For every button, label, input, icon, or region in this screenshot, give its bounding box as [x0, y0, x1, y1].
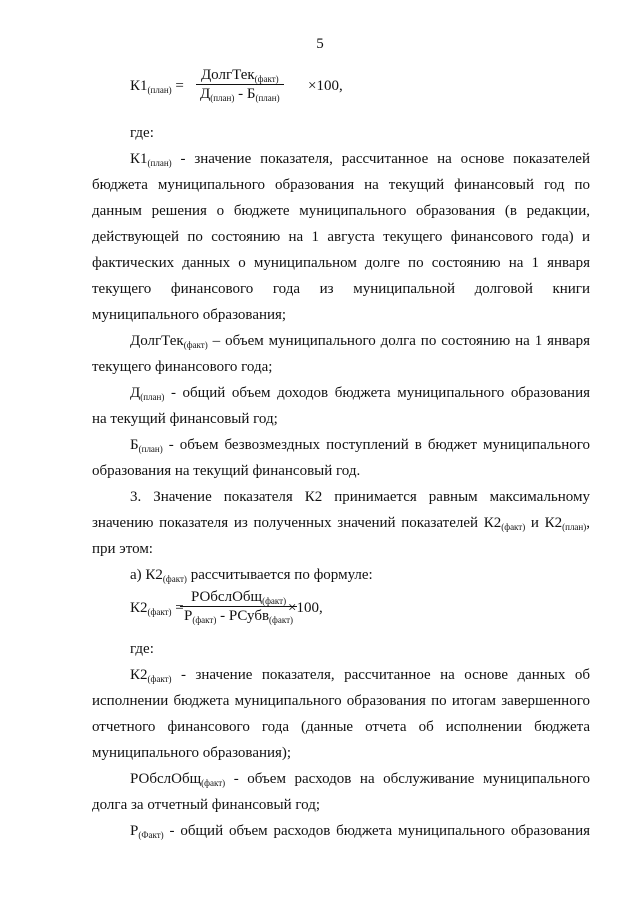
formula-lhs-sub: (план)	[147, 85, 172, 95]
formula2-fraction	[180, 588, 297, 625]
where-label: где:	[130, 125, 154, 141]
k1-def-line-1: $К1_{(план)}$ - значение показателя, рассчитанное на основе показателей	[130, 151, 590, 168]
formula-multiplier: ×100,	[308, 78, 343, 94]
formula-fraction	[196, 66, 284, 103]
k2-def-line-3: отчетного финансового года (данные отчета об исполнении бюджета	[92, 719, 590, 735]
formula-k2-fact	[130, 588, 430, 632]
page-number: 5	[316, 36, 324, 52]
b-def-line-1: $Б_{(план)}$ - объем безвозмездных поступлений в бюджет муниципального	[130, 437, 590, 454]
formula2-lhs-sub: (факт)	[147, 607, 172, 617]
k2-def-line-4: муниципального образования);	[92, 745, 292, 761]
k1-def-line-3: данным решения о бюджете муниципального образования (в редакции,	[92, 203, 590, 219]
k1-def-line-2: бюджета муниципального образования на текущий финансовый год по	[92, 177, 590, 193]
b-def-line-2: образования на текущий финансовый год.	[92, 463, 361, 479]
k1-def-line-7: муниципального образования;	[92, 307, 287, 323]
formula2-numerator: РОбслОбщ$_{(факт)}$	[180, 588, 297, 607]
robsl-def-line-2: долга за отчетный финансовый год;	[92, 797, 321, 813]
formula-eq: =	[171, 78, 184, 94]
d-def-line-2: на текущий финансовый год;	[92, 411, 278, 427]
d-def-line-1: $Д_{(план)}$ - общий объем доходов бюджета муниципального образования	[130, 385, 590, 402]
robsl-def-line-1: РОбслОбщ$_{(факт)}$ - объем расходов на обслуживание муниципального	[130, 771, 590, 788]
k2-def-line-1: $К2_{(факт)}$ - значение показателя, рассчитанное на основе данных об	[130, 667, 590, 684]
formula2-multiplier: ×100,	[288, 600, 323, 616]
dolg-def-line-2: текущего финансового года;	[92, 359, 273, 375]
item3-line-1: 3. Значение показателя К2 принимается равным максимальному	[130, 489, 590, 505]
r-def-line-1: $Р_{(Факт)}$ - общий объем расходов бюджета муниципального образования	[130, 823, 590, 840]
item3-line-2: значению показателя из полученных значений показателей $К2_{(факт)}$ и $К2_{(план)}$,	[92, 515, 590, 532]
formula-lhs: К1	[130, 78, 148, 94]
formula2-denominator: $Р_{(факт)}$ - РСубв$_{(факт)}$	[184, 608, 294, 625]
formula-denominator: $Д_{(план)} - Б_{(план)}$	[200, 86, 280, 103]
k1-def-line-5: фактических данных о муниципальном долге по состоянию на 1 января	[92, 255, 590, 271]
item3-line-3: при этом:	[92, 541, 153, 557]
formula2-lhs: К2	[130, 600, 148, 616]
item-a-line: а) $К2_{(факт)}$ рассчитывается по формуле:	[130, 567, 373, 584]
k2-def-line-2: исполнении бюджета муниципального образования по итогам завершенного	[92, 693, 590, 709]
formula-k1-plan	[130, 66, 430, 110]
formula-numerator: ДолгТек$_{(факт)}$	[196, 66, 284, 85]
formula2-eq: =	[171, 600, 184, 616]
k1-def-line-6: текущего финансового года из муниципальной долговой книги	[92, 281, 590, 297]
where-label-2: где:	[130, 641, 154, 657]
dolg-def-line-1: ДолгТек$_{(факт)}$ – объем муниципального долга по состоянию на 1 января	[130, 333, 590, 350]
k1-def-line-4: действующей по состоянию на 1 августа текущего финансового года) и	[92, 229, 590, 245]
